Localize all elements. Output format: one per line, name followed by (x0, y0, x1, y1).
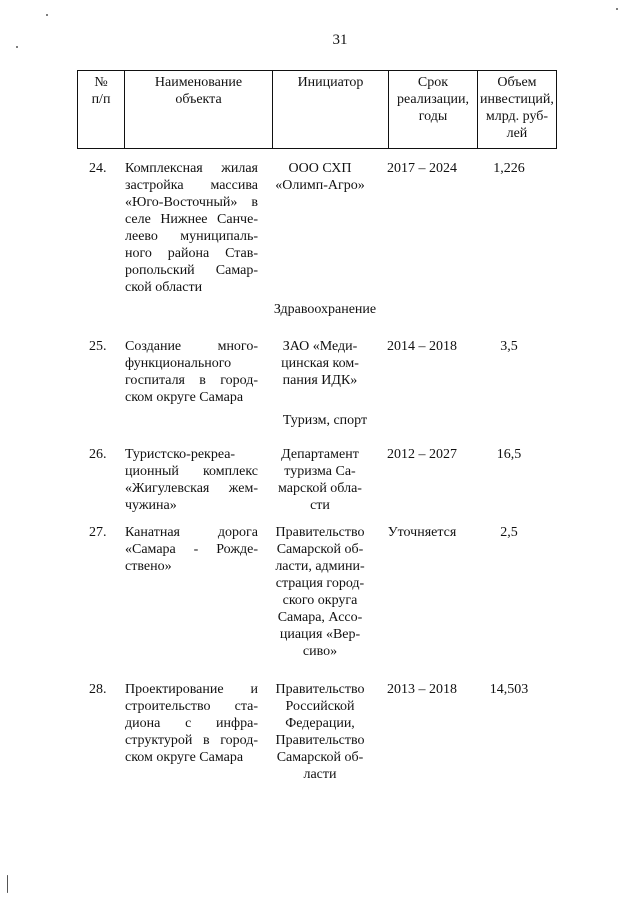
word: строительство (125, 699, 211, 714)
word: город- (220, 733, 258, 748)
word: город- (220, 373, 258, 388)
word: Самар- (215, 263, 258, 278)
header-term: Срок реализации, годы (389, 71, 478, 149)
word: дорога (217, 525, 258, 540)
object-name: Комплексная жилая застройка массива «Юго-Восточный» в селе Нижнее Санче- леево муниципаль- ного района Став- ропольский Самар- ской области (125, 161, 258, 295)
word: Канатная (125, 525, 180, 540)
object-name: Создание много- функционального госпиталя в город- ском округе Самара (125, 339, 258, 405)
initiator: ООО СХП «Олимп-Агро» (275, 161, 365, 193)
section-heading-tourism: Туризм, спорт (282, 413, 368, 428)
object-name: Проектирование и строительство ста- диона с инфра- структурой в город- ском округе Самара (125, 682, 258, 765)
row-number: 25. (89, 339, 107, 354)
word: массива (210, 178, 258, 193)
word: Став- (225, 246, 258, 261)
word: Рожде- (216, 542, 258, 557)
investment-amount: 14,503 (489, 682, 529, 697)
word: и (250, 682, 258, 697)
row-number: 26. (89, 447, 107, 462)
word: много- (217, 339, 258, 354)
word: Санче- (217, 212, 258, 227)
word: - (193, 542, 199, 557)
scan-speck (46, 14, 48, 16)
word: структурой (125, 733, 193, 748)
investment-amount: 3,5 (500, 339, 518, 354)
header-investment: Объем инвестиций, млрд. руб- лей (478, 71, 557, 149)
word: Нижнее (160, 212, 208, 227)
word: муниципаль- (180, 229, 258, 244)
word: ционный (125, 464, 179, 479)
implementation-term: 2014 – 2018 (387, 339, 457, 354)
initiator: Правительство Самарской об- ласти, админи- страция город- ского округа Самара, Ассо- циация «Вер- сиво» (275, 525, 365, 659)
implementation-term: 2012 – 2027 (387, 447, 457, 462)
row-number: 27. (89, 525, 107, 540)
word: Создание (125, 339, 182, 354)
word: диона (125, 716, 161, 731)
word: ста- (234, 699, 258, 714)
header-name: Наименование объекта (125, 71, 273, 149)
word: «Юго-Восточный» (125, 195, 238, 210)
object-name: Канатная дорога «Самара - Рожде- ствено» (125, 525, 258, 574)
section-heading-health: Здравоохранение (273, 302, 377, 317)
object-name: Туристско-рекреа- ционный комплекс «Жигулевская жем- чужина» (125, 447, 258, 513)
row-number: 24. (89, 161, 107, 176)
word: с (185, 716, 192, 731)
word: жем- (228, 481, 258, 496)
investment-amount: 16,5 (496, 447, 522, 462)
implementation-term: 2017 – 2024 (387, 161, 457, 176)
header-num: № п/п (78, 71, 125, 149)
header-initiator: Инициатор (273, 71, 389, 149)
word: района (167, 246, 210, 261)
investment-amount: 1,226 (493, 161, 525, 176)
word: Комплексная (125, 161, 203, 176)
word: комплекс (202, 464, 258, 479)
word: в (202, 733, 210, 748)
word: селе (125, 212, 151, 227)
scan-speck (7, 875, 8, 893)
word: госпиталя (125, 373, 185, 388)
word: «Жигулевская (125, 481, 210, 496)
word: застройка (125, 178, 184, 193)
row-number: 28. (89, 682, 107, 697)
implementation-term: Уточняется (387, 525, 457, 540)
investment-amount: 2,5 (500, 525, 518, 540)
page-number: 31 (332, 32, 348, 48)
word: ропольский (125, 263, 195, 278)
initiator: Департамент туризма Са- марской обла- сти (278, 447, 362, 513)
word: леево (125, 229, 158, 244)
table-header (77, 70, 557, 149)
initiator: ЗАО «Меди- цинская ком- пания ИДК» (281, 339, 359, 388)
word: инфра- (216, 716, 258, 731)
implementation-term: 2013 – 2018 (387, 682, 457, 697)
word: в (199, 373, 206, 388)
word: в (251, 195, 258, 210)
word: Проектирование (125, 682, 224, 697)
initiator: Правительство Российской Федерации, Правительство Самарской об- ласти (275, 682, 365, 782)
scan-speck (616, 8, 618, 10)
word: «Самара (125, 542, 176, 557)
word: ного (125, 246, 152, 261)
word: жилая (221, 161, 258, 176)
